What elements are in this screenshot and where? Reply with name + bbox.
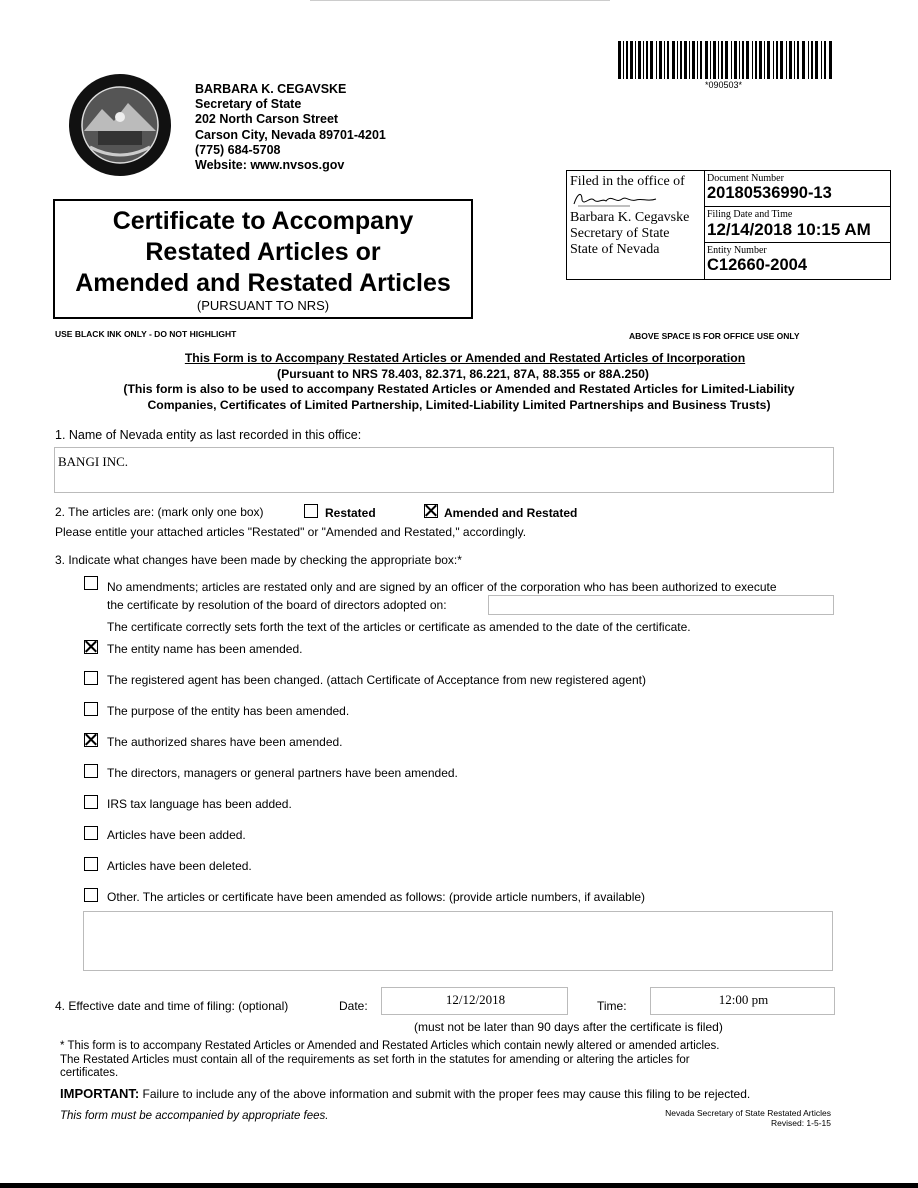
- important-label: IMPORTANT:: [60, 1086, 140, 1101]
- restated-label: Restated: [325, 506, 376, 520]
- website: Website: www.nvsos.gov: [195, 158, 345, 173]
- entity-name-field[interactable]: [54, 447, 834, 493]
- ink-note: USE BLACK INK ONLY - DO NOT HIGHLIGHT: [55, 329, 237, 339]
- filing-date-label: Filing Date and Time: [707, 209, 793, 220]
- entity-name-value: BANGI INC.: [58, 454, 129, 469]
- secretary-address-block: [195, 82, 386, 173]
- important-text: Failure to include any of the above information and submit with the proper fees may cause this filing to be rejected.: [139, 1087, 751, 1101]
- stamp-filing-date-cell: [704, 207, 890, 243]
- stamp-entity-number-cell: [704, 243, 890, 279]
- q2-note: Please entitle your attached articles "Restated" or "Amended and Restated," accordingly.: [55, 525, 527, 539]
- irs-tax-language-label: IRS tax language has been added.: [107, 797, 292, 811]
- irs-tax-language-checkbox[interactable]: [84, 795, 98, 809]
- doc-number-label: Document Number: [707, 173, 784, 184]
- phone-number: (775) 684-5708: [195, 142, 281, 157]
- q4-label: 4. Effective date and time of filing: (optional): [55, 999, 289, 1013]
- directors-amended-label: The directors, managers or general partners have been amended.: [107, 766, 458, 780]
- entity-name-amended-checkbox[interactable]: [84, 640, 98, 654]
- board-resolution-date-field[interactable]: [488, 595, 834, 615]
- date-label: Date:: [339, 999, 368, 1013]
- effective-date-field[interactable]: [381, 987, 568, 1015]
- q2-label: 2. The articles are: (mark only one box): [55, 505, 264, 519]
- state-seal-icon: [68, 73, 172, 177]
- stamp-left-column: [570, 174, 689, 258]
- restated-checkbox[interactable]: [304, 504, 318, 518]
- fees-note: This form must be accompanied by appropriate fees.: [60, 1110, 329, 1122]
- title-subtitle: (PURSUANT TO NRS): [196, 298, 330, 313]
- footer-note-3: certificates.: [60, 1067, 119, 1079]
- title-line-1: Certificate to Accompany: [112, 207, 414, 235]
- scan-bottom-edge: [0, 1183, 918, 1188]
- registered-agent-changed-checkbox[interactable]: [84, 671, 98, 685]
- stamp-doc-number-cell: [704, 171, 890, 207]
- form-revision-block: [600, 1108, 831, 1128]
- footer-note-1: * This form is to accompany Restated Articles or Amended and Restated Articles which contain newly altered or amended articles.: [60, 1040, 720, 1052]
- no-amendments-line-1: No amendments; articles are restated only and are signed by an officer of the corporation who has been authorized to execute: [107, 580, 777, 594]
- stamp-filed-in: Filed in the office of: [570, 174, 685, 189]
- purpose-amended-label: The purpose of the entity has been amended.: [107, 704, 350, 718]
- amended-restated-label: Amended and Restated: [444, 506, 578, 520]
- stamp-signature: [570, 190, 689, 210]
- purpose-amended-checkbox[interactable]: [84, 702, 98, 716]
- registered-agent-changed-label: The registered agent has been changed. (attach Certificate of Acceptance from new registered agent): [107, 673, 646, 687]
- other-amendments-field[interactable]: [83, 911, 833, 971]
- directors-amended-checkbox[interactable]: [84, 764, 98, 778]
- scan-edge: [310, 0, 610, 1]
- form-revised: Revised: 1-5-15: [770, 1118, 831, 1128]
- title-line-3: Amended and Restated Articles: [75, 269, 451, 297]
- effective-time-field[interactable]: [650, 987, 835, 1015]
- authorized-shares-amended-label: The authorized shares have been amended.: [107, 735, 343, 749]
- title-line-2: Restated Articles or: [145, 238, 381, 266]
- other-amended-checkbox[interactable]: [84, 888, 98, 902]
- entity-number-label: Entity Number: [707, 245, 767, 256]
- time-label: Time:: [597, 999, 627, 1013]
- footer-note-2: The Restated Articles must contain all of the requirements as set forth in the statutes for amending or altering the articles for: [60, 1053, 690, 1066]
- intro-line-2: (Pursuant to NRS 78.403, 82.371, 86.221, 87A, 88.355 or 88A.250): [277, 366, 649, 381]
- articles-deleted-label: Articles have been deleted.: [107, 859, 252, 873]
- intro-line-1: This Form is to Accompany Restated Articles or Amended and Restated Articles of Incorporation: [184, 351, 746, 365]
- secretary-title: Secretary of State: [195, 97, 302, 112]
- office-use-note: ABOVE SPACE IS FOR OFFICE USE ONLY: [629, 331, 800, 341]
- doc-number: 20180536990-13: [707, 184, 832, 202]
- barcode-number: *090503*: [705, 80, 743, 90]
- other-amended-label: Other. The articles or certificate have been amended as follows: (provide article numbers, if available): [107, 890, 646, 904]
- no-amendments-line-2: the certificate by resolution of the board of directors adopted on:: [107, 598, 447, 612]
- q1-label: 1. Name of Nevada entity as last recorded in this office:: [55, 428, 362, 442]
- stamp-officer-name: Barbara K. Cegavske: [570, 210, 690, 225]
- articles-added-checkbox[interactable]: [84, 826, 98, 840]
- no-amendments-checkbox[interactable]: [84, 576, 98, 590]
- intro-line-4: Companies, Certificates of Limited Partnership, Limited-Liability Limited Partnerships and Business Trusts): [147, 397, 771, 412]
- footer-notes: [60, 1040, 719, 1081]
- entity-number: C12660-2004: [707, 256, 807, 274]
- stamp-state: State of Nevada: [570, 242, 660, 257]
- stamp-officer-title: Secretary of State: [570, 226, 670, 241]
- intro-block: [0, 351, 918, 413]
- intro-line-3: (This form is also to be used to accompany Restated Articles or Amended and Restated Articles for Limited-Liability: [123, 382, 795, 396]
- articles-deleted-checkbox[interactable]: [84, 857, 98, 871]
- no-amendments-line-3: The certificate correctly sets forth the text of the articles or certificate as amended to the date of the certificate.: [107, 620, 691, 634]
- amended-restated-checkbox[interactable]: [424, 504, 438, 518]
- form-name: Nevada Secretary of State Restated Articles: [665, 1108, 831, 1118]
- address-line-1: 202 North Carson Street: [195, 112, 339, 127]
- entity-name-amended-label: The entity name has been amended.: [107, 642, 303, 656]
- q4-note: (must not be later than 90 days after the certificate is filed): [414, 1020, 723, 1034]
- q3-label: 3. Indicate what changes have been made by checking the appropriate box:*: [55, 553, 462, 567]
- effective-time-value: 12:00 pm: [718, 992, 769, 1007]
- articles-added-label: Articles have been added.: [107, 828, 246, 842]
- secretary-name: BARBARA K. CEGAVSKE: [195, 82, 347, 96]
- filing-stamp: [566, 170, 891, 280]
- filing-date: 12/14/2018 10:15 AM: [707, 220, 871, 239]
- address-line-2: Carson City, Nevada 89701-4201: [195, 127, 386, 142]
- important-notice: [60, 1086, 750, 1101]
- authorized-shares-amended-checkbox[interactable]: [84, 733, 98, 747]
- effective-date-value: 12/12/2018: [445, 992, 506, 1007]
- barcode-image: [618, 41, 833, 79]
- title-box: [53, 199, 473, 319]
